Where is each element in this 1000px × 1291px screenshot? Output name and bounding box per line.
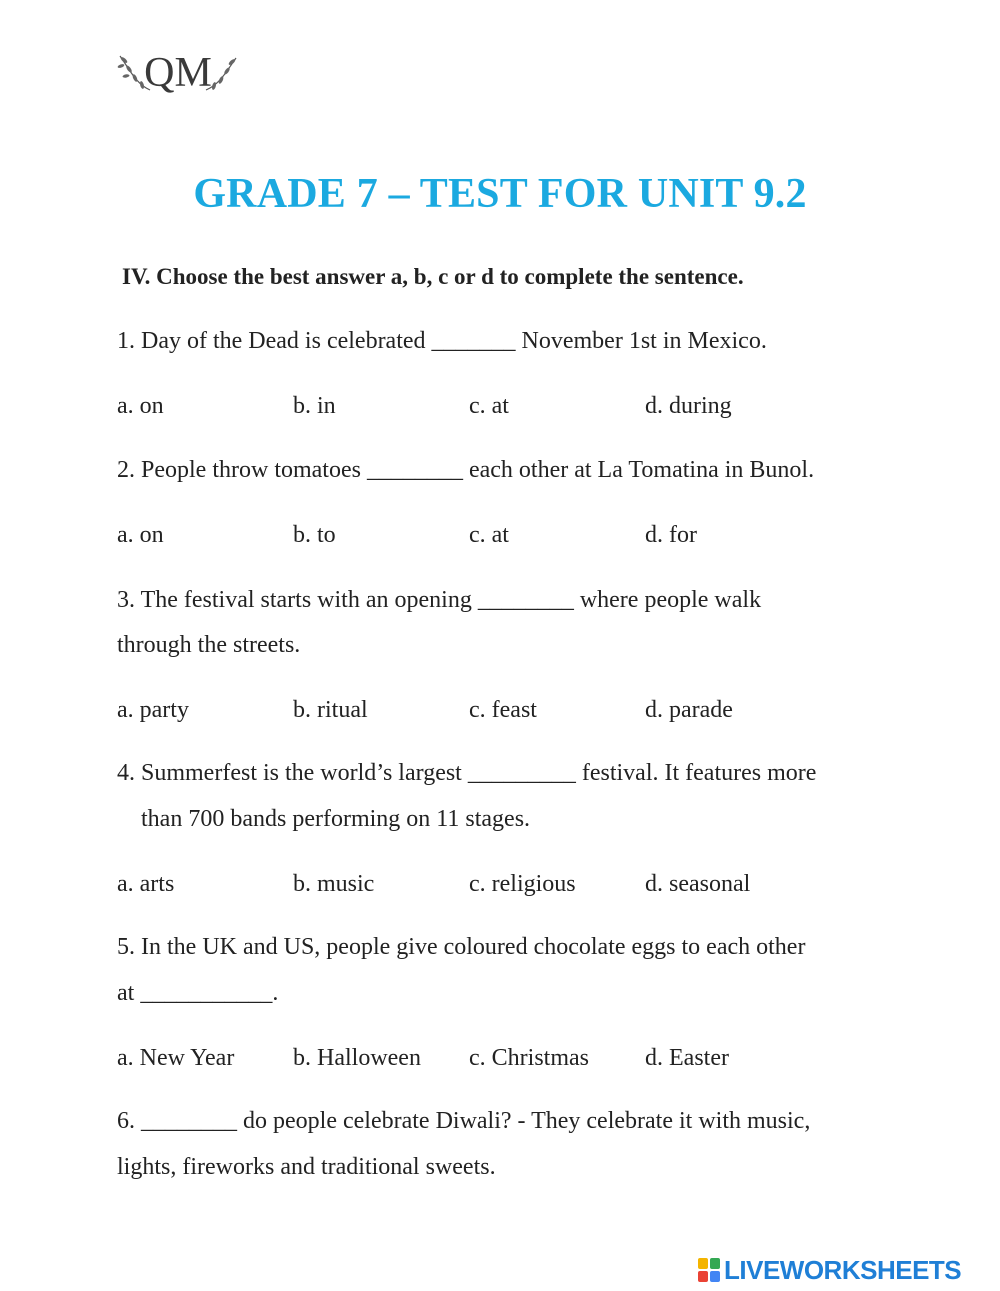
question-4-option-a[interactable]: a. arts xyxy=(117,871,175,897)
question-5-option-b[interactable]: b. Halloween xyxy=(293,1045,421,1071)
question-2-option-c[interactable]: c. at xyxy=(469,522,509,548)
question-3-option-c[interactable]: c. feast xyxy=(469,697,537,723)
question-5-option-a[interactable]: a. New Year xyxy=(117,1045,235,1071)
question-6-text: 6. ________ do people celebrate Diwali? - They celebrate it with music, xyxy=(117,1108,811,1134)
question-3-text-cont: through the streets. xyxy=(117,632,301,658)
question-1-option-b[interactable]: b. in xyxy=(293,393,336,419)
question-4-option-b[interactable]: b. music xyxy=(293,871,375,897)
laurel-logo-icon xyxy=(116,40,240,100)
liveworksheets-logo-icon xyxy=(698,1258,720,1282)
question-2-option-b[interactable]: b. to xyxy=(293,522,336,548)
logo xyxy=(116,40,240,100)
question-2-option-d[interactable]: d. for xyxy=(645,522,697,548)
logo-text: QM xyxy=(144,50,212,96)
question-4-text-cont: than 700 bands performing on 11 stages. xyxy=(141,806,531,832)
question-1-option-c[interactable]: c. at xyxy=(469,393,509,419)
question-3-text: 3. The festival starts with an opening ________ where people walk xyxy=(117,587,762,613)
question-3-option-a[interactable]: a. party xyxy=(117,697,189,723)
liveworksheets-brand[interactable] xyxy=(698,1256,961,1284)
question-3-option-b[interactable]: b. ritual xyxy=(293,697,368,723)
question-5-option-d[interactable]: d. Easter xyxy=(645,1045,729,1071)
instruction: IV. Choose the best answer a, b, c or d to complete the sentence. xyxy=(122,264,744,289)
question-2-text: 2. People throw tomatoes ________ each other at La Tomatina in Bunol. xyxy=(117,457,815,483)
question-5-text-cont: at ___________. xyxy=(117,980,279,1006)
question-2-option-a[interactable]: a. on xyxy=(117,522,164,548)
question-3-option-d[interactable]: d. parade xyxy=(645,697,733,723)
question-5-option-c[interactable]: c. Christmas xyxy=(469,1045,589,1071)
question-5-text: 5. In the UK and US, people give coloured chocolate eggs to each other xyxy=(117,934,806,960)
question-4-text: 4. Summerfest is the world’s largest _________ festival. It features more xyxy=(117,760,817,786)
question-1-option-d[interactable]: d. during xyxy=(645,393,732,419)
question-4-option-d[interactable]: d. seasonal xyxy=(645,871,751,897)
question-6-text-cont: lights, fireworks and traditional sweets. xyxy=(117,1154,496,1180)
question-1-text: 1. Day of the Dead is celebrated _______ November 1st in Mexico. xyxy=(117,328,767,354)
brand-text: LIVEWORKSHEETS xyxy=(724,1254,962,1285)
question-1-option-a[interactable]: a. on xyxy=(117,393,164,419)
question-4-option-c[interactable]: c. religious xyxy=(469,871,576,897)
page-title: GRADE 7 – TEST FOR UNIT 9.2 xyxy=(193,171,807,217)
